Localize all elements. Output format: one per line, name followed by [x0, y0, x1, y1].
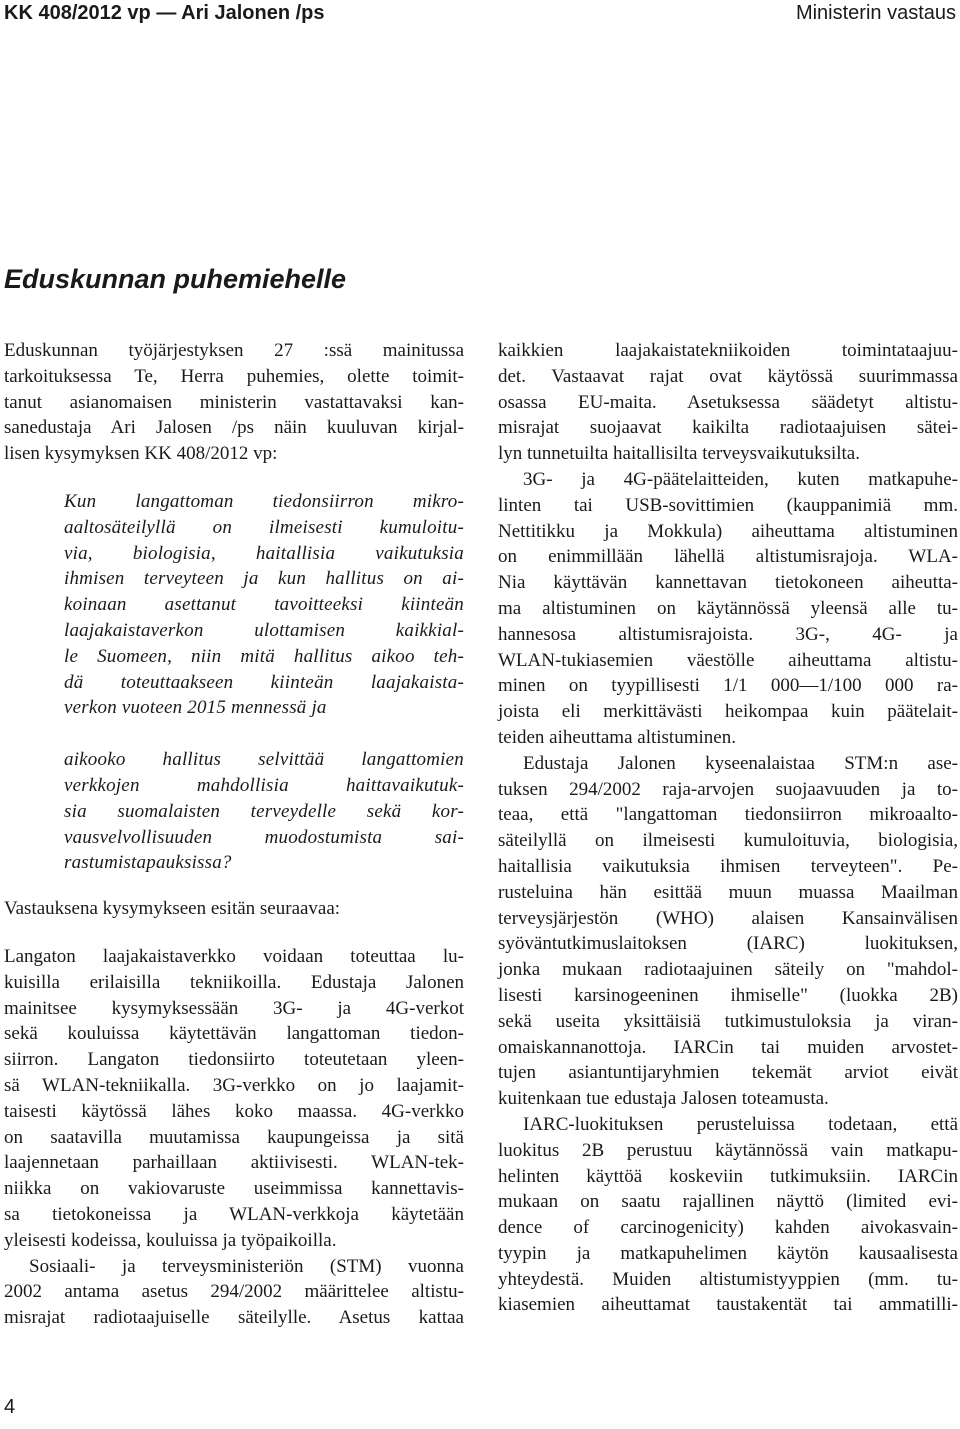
body-line: haitallisia vaikutuksia ihmisen terveyteen". Pe- [498, 855, 958, 877]
running-header-left: KK 408/2012 vp — Ari Jalonen /ps [4, 2, 325, 24]
body-line: misrajat radiotaajuiselle säteilylle. Asetus kattaa [4, 1307, 464, 1329]
spacer [4, 467, 464, 489]
body-line: siirron. Langaton tiedonsiirto toteutetaan yleen- [4, 1049, 464, 1071]
body-line: luokitus 2B perustuu käytännössä vain matkapu- [498, 1139, 958, 1161]
body-line: tujen asiantuntijaryhmien tekemät arviot eivät [498, 1062, 958, 1084]
body-line: hannesosa altistumisrajoista. 3G-, 4G- ja [498, 623, 958, 645]
left-column [4, 338, 464, 1331]
body-line: Nia käyttävän kannettavan tietokoneen aiheutta- [498, 572, 958, 594]
answer-paragraph-3 [498, 467, 958, 751]
body-line: mukaan on saatu rajallinen näyttö (limited evi- [498, 1191, 958, 1213]
question-line: aikooko hallitus selvittää langattomien [64, 749, 464, 771]
body-line: sa tietokoneissa ja WLAN-verkkoja käytetään [4, 1203, 464, 1225]
body-line: joista eli merkittävästi heikompaa kuin päätelait- [498, 701, 958, 723]
body-line: ma altistuminen on käytännössä yleensä alle tu- [498, 597, 958, 619]
question-line: verkkojen mahdollisia haittavaikutuk- [64, 774, 464, 796]
body-line: 2002 antama asetus 294/2002 määrittelee altistu- [4, 1281, 464, 1303]
question-line: laajakaistaverkon ulottamisen kaikkial- [64, 619, 464, 641]
body-line: Nettitikku ja Mokkula) aiheuttama altistuminen [498, 520, 958, 542]
question-line: dä toteuttaakseen kiinteän laajakaista- [64, 671, 464, 693]
body-line: kiasemien aiheuttamat taustakentät tai ammatilli- [498, 1294, 958, 1316]
body-line: lyn tunnetuilta haitallisilta terveysvaikutuksilta. [498, 443, 860, 465]
body-line: Langaton laajakaistaverkko voidaan toteuttaa lu- [4, 945, 464, 967]
body-line: misrajat suojaavat kaikilta radiotaajuisen sätei- [498, 417, 958, 439]
answer-paragraph-2 [4, 1254, 464, 1331]
body-line: teaa, että "langattoman tiedonsiirron mikroaalto- [498, 804, 958, 826]
answer-paragraph-2-continued [498, 338, 958, 467]
body-line: Sosiaali- ja terveysministeriön (STM) vuonna [29, 1255, 464, 1277]
question-line: verkon vuoteen 2015 mennessä ja [64, 697, 327, 719]
question-quote-2 [4, 747, 464, 876]
body-line: rusteluina hän esittää muun muassa Maailman [498, 881, 958, 903]
answer-intro: Vastauksena kysymykseen esitän seuraavaa: [4, 898, 341, 920]
body-line: syöväntutkimuslaitoksen (IARC) luokituksen, [498, 933, 958, 955]
answer-paragraph-5 [498, 1112, 958, 1318]
body-line: minen on tyypillisesti 1/1 000—1/100 000 ra- [498, 675, 958, 697]
question-line: le Suomeen, niin mitä hallitus aikoo teh- [64, 645, 464, 667]
body-line: omaiskannanottoja. IARCin tai muiden arvostet- [498, 1036, 958, 1058]
body-line: osassa EU-maita. Asetuksessa säädetyt altistu- [498, 391, 958, 413]
body-line: on saatavilla muutamissa kaupungeissa ja sitä [4, 1126, 464, 1148]
right-column [498, 338, 958, 1318]
body-line: laajennetaan parhaillaan aktiivisesti. WLAN-tek- [4, 1152, 464, 1174]
question-line: aaltosäteilyllä on ilmeisesti kumuloitu- [64, 516, 464, 538]
body-line: kuitenkaan tue edustaja Jalosen toteamusta. [498, 1088, 829, 1110]
body-line: tuksen 294/2002 raja-arvojen suojaavuuden ja to- [498, 778, 958, 800]
body-line: yleisesti kodeissa, kouluissa ja työpaikoilla. [4, 1229, 337, 1251]
page-number: 4 [4, 1396, 16, 1418]
body-line: 3G- ja 4G-päätelaitteiden, kuten matkapuhe- [523, 468, 958, 490]
body-line: helinten käyttöä koskeviin tutkimuksiin. IARCin [498, 1165, 958, 1187]
body-line: mainitsee kysymyksessään 3G- ja 4G-verkot [4, 997, 464, 1019]
spacer [4, 721, 464, 747]
body-line: linten tai USB-sovittimien (kauppanimiä mm. [498, 494, 958, 516]
intro-paragraph [4, 338, 464, 467]
body-line: jonka mukaan radiotaajuinen säteily on "mahdol- [498, 959, 958, 981]
body-line: tyypin ja matkapuhelimen käytön kausaalisesta [498, 1242, 958, 1264]
spacer [4, 876, 464, 896]
document-title: Eduskunnan puhemiehelle [4, 264, 347, 294]
question-line: ihmisen terveyteen ja kun hallitus on ai- [64, 568, 464, 590]
body-line: kuisilla erilaisilla tekniikoilla. Edustaja Jalonen [4, 971, 464, 993]
body-line: niikka on vakiovaruste useimmissa kannettavis- [4, 1178, 464, 1200]
question-quote-1 [4, 489, 464, 721]
intro-line: tanut asianomaisen ministerin vastattavaksi kan- [4, 391, 464, 413]
body-line: taisesti käytössä lähes koko maassa. 4G-verkko [4, 1100, 464, 1122]
answer-paragraph-4 [498, 751, 958, 1112]
intro-line: sanedustaja Ari Jalosen /ps näin kuuluvan kirjal- [4, 417, 464, 439]
answer-paragraph-1 [4, 944, 464, 1254]
body-line: Edustaja Jalonen kyseenalaistaa STM:n ase- [523, 752, 958, 774]
question-line: koinaan asettanut tavoitteeksi kiinteän [64, 594, 464, 616]
question-line: via, biologisia, haitallisia vaikutuksia [64, 542, 464, 564]
body-line: terveysjärjestön (WHO) alaisen Kansainvälisen [498, 907, 958, 929]
body-line: dence of carcinogenicity) kahden aivokasvain- [498, 1217, 958, 1239]
question-line: rastumistapauksissa? [64, 852, 232, 874]
body-line: kaikkien laajakaistatekniikoiden toimintataajuu- [498, 340, 958, 361]
body-line: säteilyllä on ilmeisesti kumuloituvia, biologisia, [498, 830, 958, 852]
question-line: sia suomalaisten terveydelle sekä kor- [64, 800, 464, 822]
body-line: det. Vastaavat rajat ovat käytössä suurimmassa [498, 365, 958, 387]
question-line: vausvelvollisuuden muodostumista sai- [64, 826, 464, 848]
intro-line: lisen kysymyksen KK 408/2012 vp: [4, 443, 278, 465]
question-line: Kun langattoman tiedonsiirron mikro- [64, 490, 464, 512]
body-line: on enimmillään lähellä altistumisrajoja. WLA- [498, 546, 958, 568]
body-line: teiden aiheuttama altistuminen. [498, 726, 736, 748]
intro-line: tarkoituksessa Te, Herra puhemies, olette toimit- [4, 365, 464, 387]
body-line: sä WLAN-tekniikalla. 3G-verkko on jo laajamit- [4, 1074, 464, 1096]
body-line: sekä useita yksittäisiä tutkimustuloksia ja viran- [498, 1010, 958, 1032]
intro-line: Eduskunnan työjärjestyksen 27 :ssä mainitussa [4, 340, 464, 361]
body-line: yhteydestä. Muiden altistumistyyppien (mm. tu- [498, 1268, 958, 1290]
body-line: WLAN-tukiasemien väestölle aiheuttama altistu- [498, 649, 958, 671]
running-header-right: Ministerin vastaus [795, 2, 956, 24]
body-line: lisesti karsinogeeninen ihmiselle" (luokka 2B) [498, 984, 958, 1006]
body-line: sekä kouluissa käytettävän langattoman tiedon- [4, 1023, 464, 1045]
spacer [4, 922, 464, 944]
body-line: IARC-luokituksen perusteluissa todetaan, että [523, 1113, 958, 1135]
